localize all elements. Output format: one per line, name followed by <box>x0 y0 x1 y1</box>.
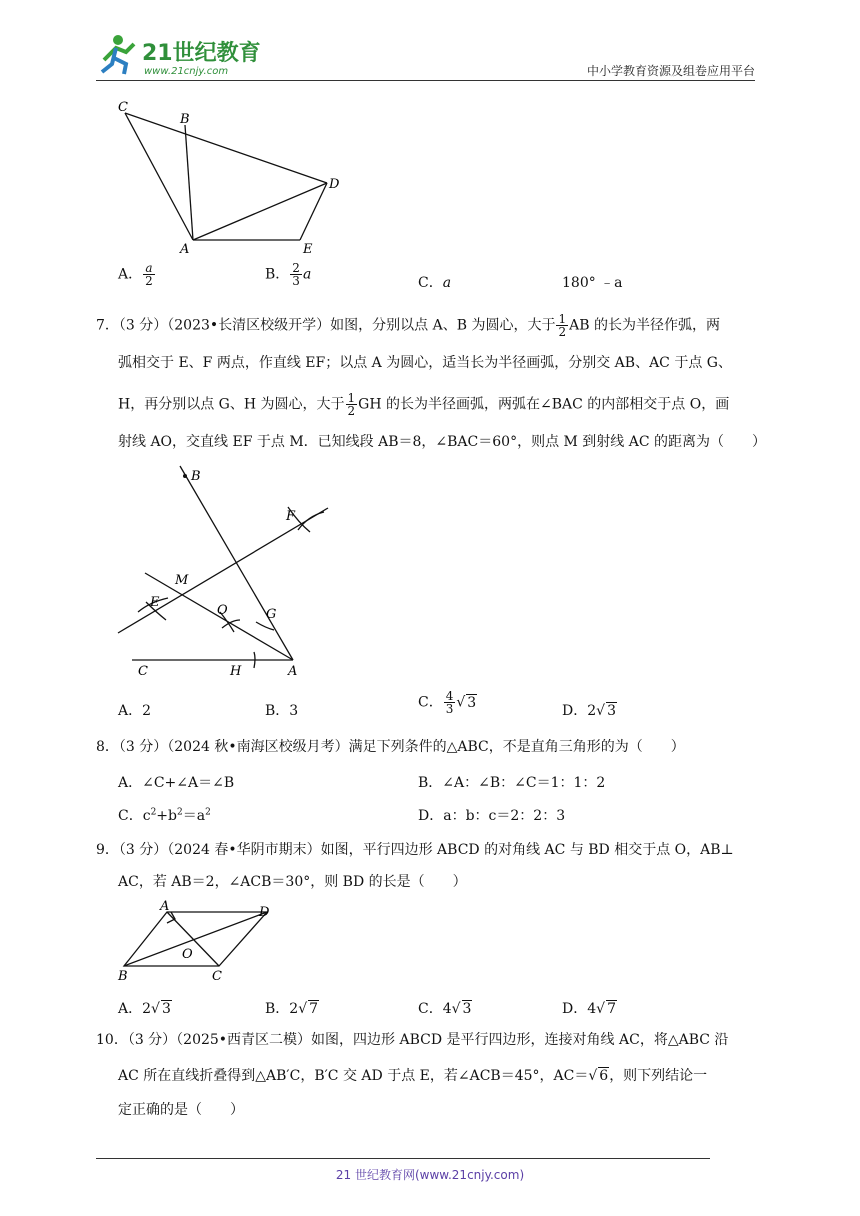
q8-option-d[interactable]: D．a：b：c＝2：2：3 <box>418 808 566 824</box>
q10-stem-line3: 定正确的是（ ） <box>118 1102 244 1118</box>
q9-stem-line2: AC，若 AB＝2，∠ACB＝30°，则 BD 的长是（ ） <box>118 874 467 890</box>
q10-stem-line2: AC 所在直线折叠得到△AB′C，B′C 交 AD 于点 E，若∠ACB＝45°，AC＝√ 6，则下列结论一 <box>118 1068 708 1084</box>
q7-label-e: E <box>150 595 160 610</box>
q6-option-a[interactable]: A． $\frac{a}{2}$ <box>118 261 153 288</box>
q7-figure <box>110 460 340 680</box>
q9-stem-line1: 9．（3 分）（2024 春•华阴市期末）如图，平行四边形 ABCD 的对角线 AC 与 BD 相交于点 O，AB⊥ <box>96 842 734 858</box>
q9-label-b: B <box>118 969 128 983</box>
header-platform-text: 中小学教育资源及组卷应用平台 <box>586 64 755 78</box>
q7-label-a: A <box>288 664 298 679</box>
q7-option-c[interactable]: C． $\frac{4}{3}$ √ 3 <box>418 689 477 716</box>
runner-logo-icon <box>96 30 266 80</box>
q9-label-a: A <box>160 899 170 914</box>
q8-option-c[interactable]: C．$c^2+b^2=a^2$ <box>118 807 211 824</box>
q6-label-d: D <box>329 177 340 192</box>
q6-figure <box>110 95 350 260</box>
q7-label-b: B <box>191 469 201 484</box>
q6-label-e: E <box>303 242 313 257</box>
q6-label-c: C <box>118 100 128 115</box>
q7-label-f: F <box>286 509 296 524</box>
q7-option-b[interactable]: B．3 <box>265 703 299 719</box>
q9-label-c: C <box>212 969 222 983</box>
q7-stem-line4: 射线 AO，交直线 EF 于点 M．已知线段 AB＝8，∠BAC＝60°，则点 M 到射线 AC 的距离为（ ） <box>118 434 767 450</box>
q7-stem-line1: 7．（3 分）（2023•长清区校级开学）如图，分别以点 A、B 为圆心，大于 $\frac{1}{2}$ AB 的长为半径作弧，两 <box>96 312 720 339</box>
q9-option-d[interactable]: D．4√ 7 <box>562 1001 616 1017</box>
q7-label-m: M <box>175 573 189 588</box>
logo-text: 21世纪教育 <box>142 41 261 66</box>
logo-url: www.21cnjy.com <box>144 66 229 77</box>
q8-option-a[interactable]: A．∠C+∠A＝∠B <box>118 775 235 791</box>
footer-divider <box>96 1158 710 1159</box>
q6-label-a: A <box>180 242 190 257</box>
q9-figure <box>112 898 282 983</box>
q8-option-b[interactable]: B．∠A：∠B：∠C＝1：1：2 <box>418 775 606 791</box>
q7-stem-line2: 弧相交于 E、F 两点，作直线 EF；以点 A 为圆心，适当长为半径画弧，分别交 AB、AC 于点 G、 <box>118 355 732 371</box>
footer-link[interactable]: 21 世纪教育网(www.21cnjy.com) <box>335 1168 525 1182</box>
q9-label-d: D <box>259 905 270 920</box>
site-logo <box>96 30 266 80</box>
q9-label-o: O <box>182 947 193 962</box>
q10-stem-line1: 10．（3 分）（2025•西青区二模）如图，四边形 ABCD 是平行四边形，连接对角线 AC，将△ABC 沿 <box>96 1032 729 1048</box>
q6-label-b: B <box>180 112 190 127</box>
q7-label-g: G <box>266 607 277 622</box>
q7-option-a[interactable]: A．2 <box>118 703 152 719</box>
q9-option-c[interactable]: C．4√ 3 <box>418 1001 472 1017</box>
q9-option-b[interactable]: B．2√ 7 <box>265 1001 319 1017</box>
q7-option-d[interactable]: D．2√ 3 <box>562 703 616 719</box>
q7-label-h: H <box>230 664 242 679</box>
q8-stem: 8．（3 分）（2024 秋•南海区校级月考）满足下列条件的△ABC，不是直角三角形的为（ ） <box>96 739 685 755</box>
header-divider <box>96 80 755 81</box>
q7-label-c: C <box>138 664 148 679</box>
q9-option-a[interactable]: A．2√ 3 <box>118 1001 171 1017</box>
q6-option-d[interactable]: 180° ﹣a <box>562 275 623 291</box>
q6-option-b[interactable]: B． $\frac{2}{3}$ a <box>265 261 312 288</box>
q7-stem-line3: H，再分别以点 G、H 为圆心，大于 $\frac{1}{2}$ GH 的长为半径画弧，两弧在∠BAC 的内部相交于点 O，画 <box>118 391 730 418</box>
q6-option-c[interactable]: C．a <box>418 275 452 291</box>
q7-label-o: O <box>217 603 228 618</box>
